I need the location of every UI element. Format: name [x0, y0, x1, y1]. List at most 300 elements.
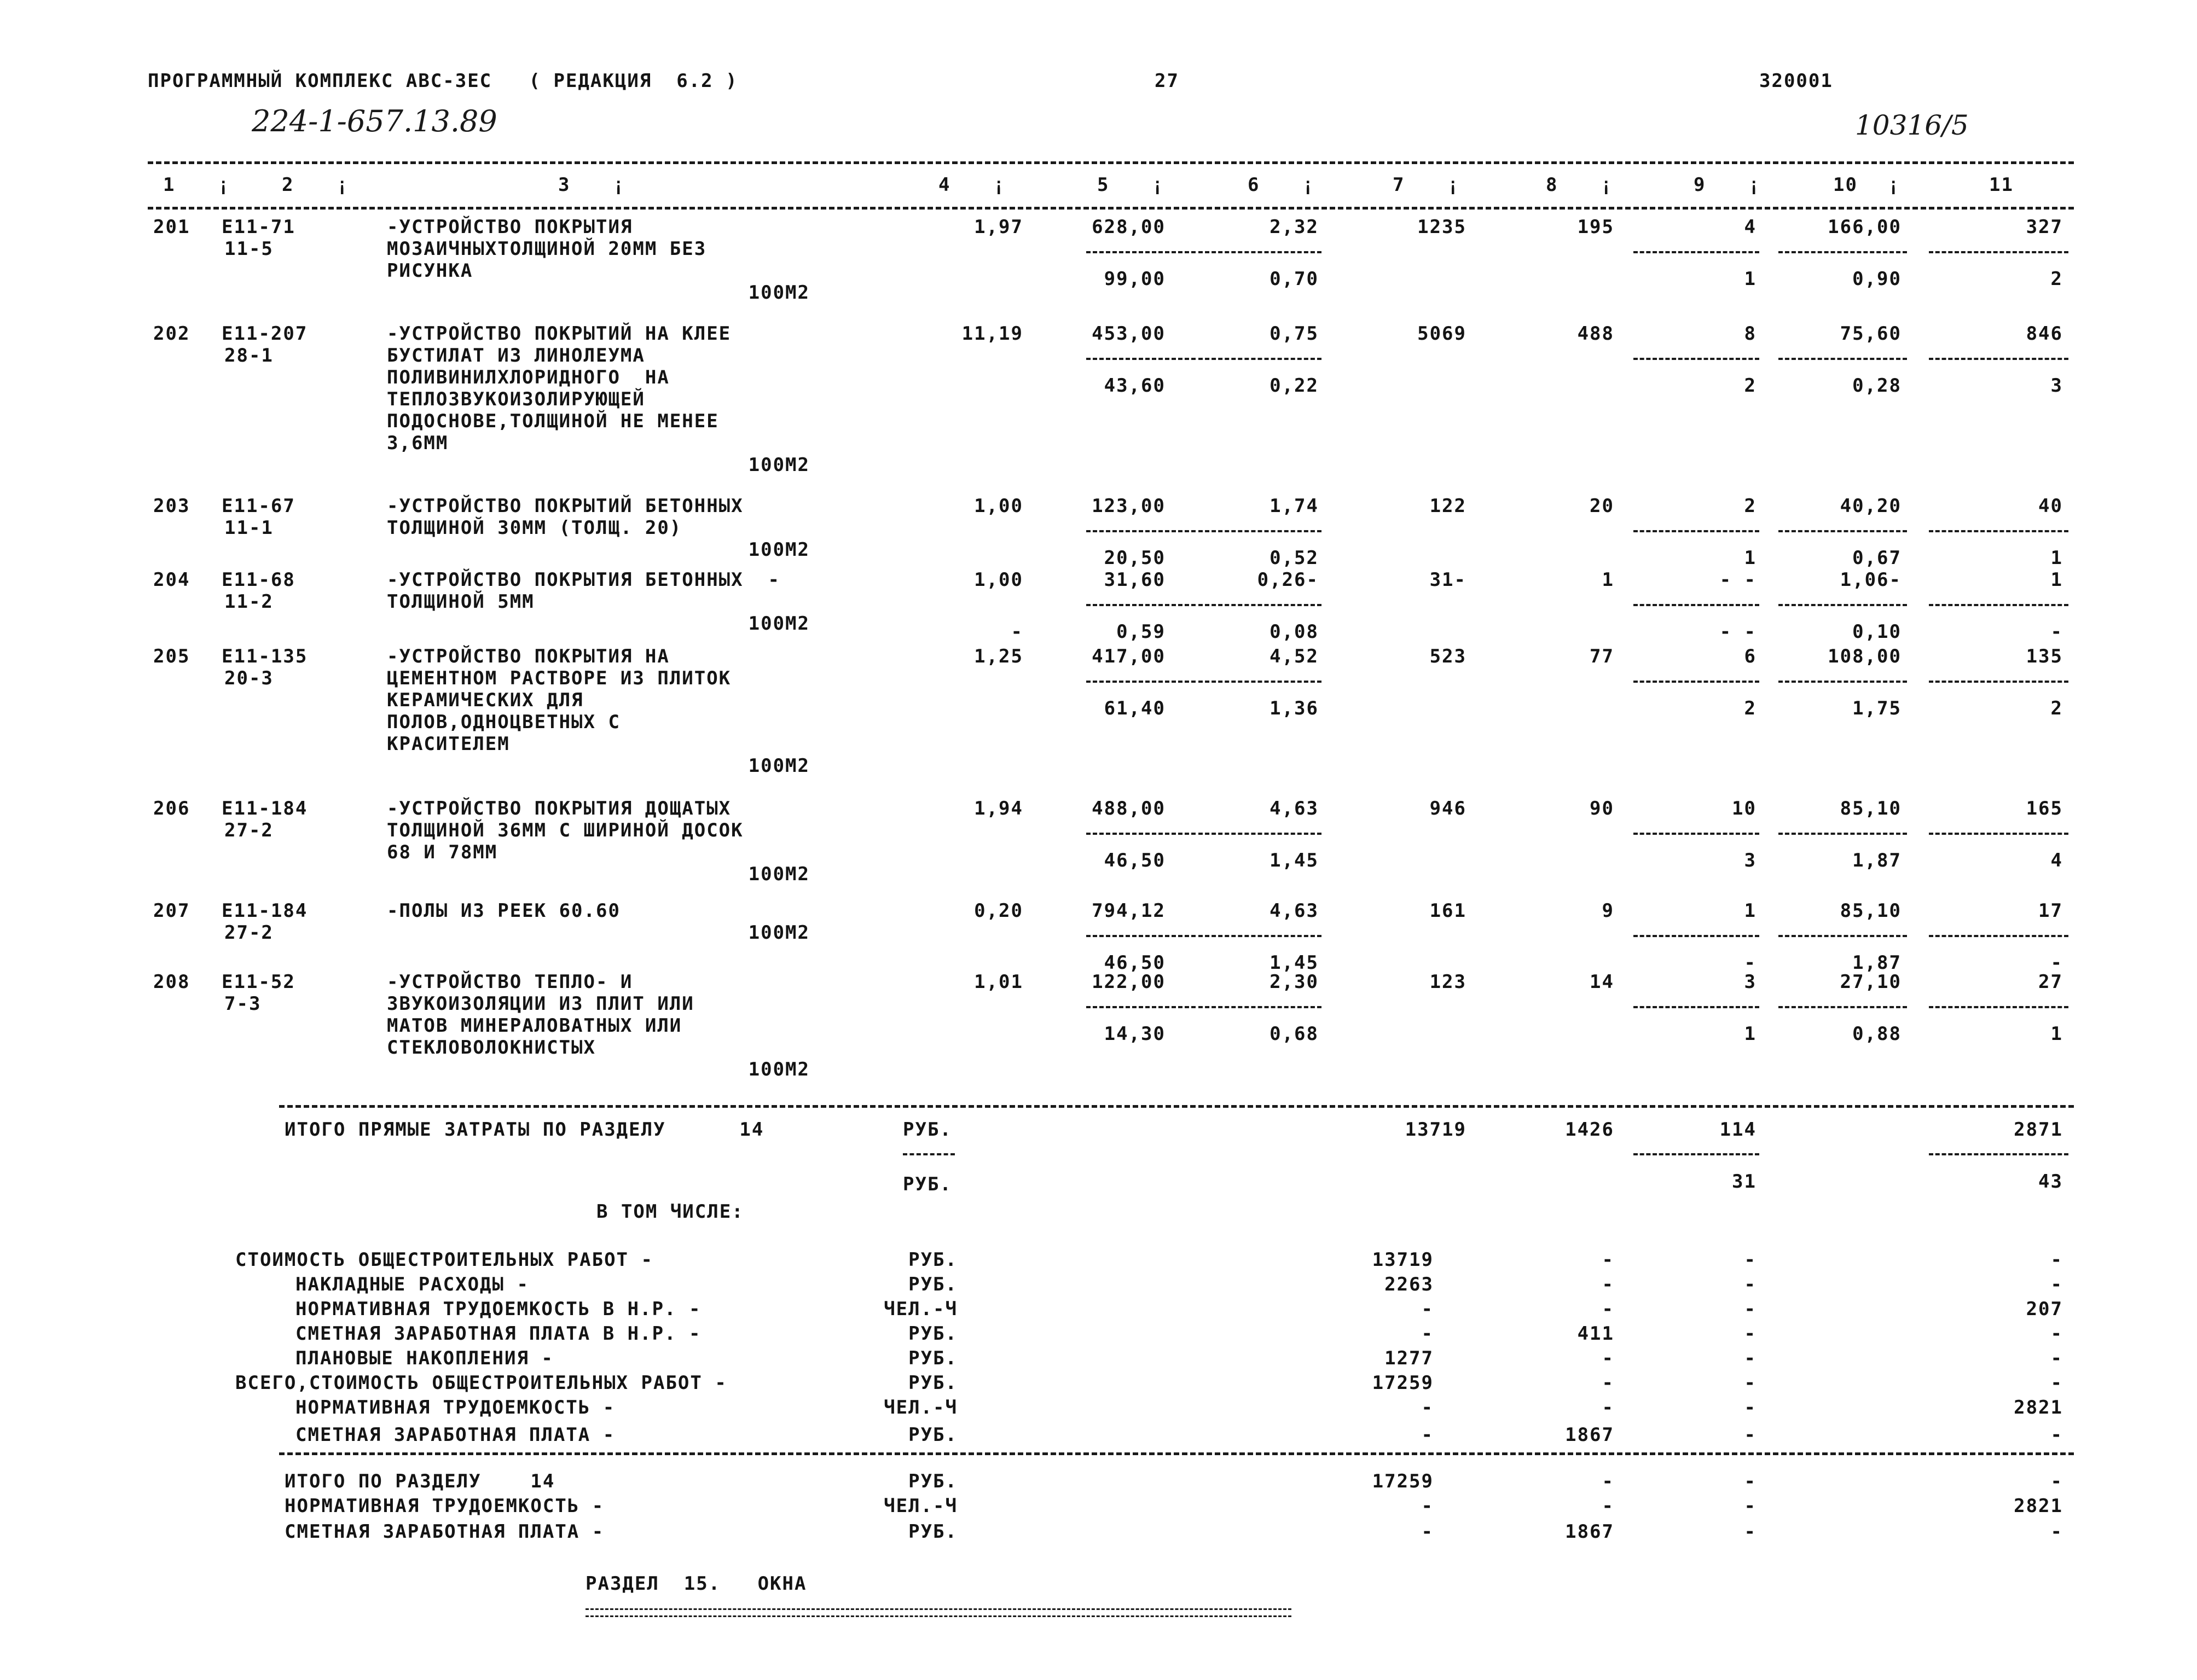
subvalue-c9: 1	[1744, 268, 1757, 290]
breakdown-c11: -	[2050, 1249, 2063, 1271]
work-description-line: МАТОВ МИНЕРАЛОВАТНЫХ ИЛИ	[387, 1015, 682, 1037]
value-c9: 1	[1744, 900, 1757, 922]
subvalue-c10: 0,90	[1852, 268, 1902, 290]
work-description-line: -УСТРОЙСТВО ПОКРЫТИЯ	[387, 216, 633, 238]
subvalue-c9: - -	[1719, 621, 1757, 643]
unit-label: 100М2	[748, 539, 810, 561]
value-c4: 1,00	[974, 495, 1023, 517]
work-description-line: -УСТРОЙСТВО ПОКРЫТИЯ БЕТОННЫХ -	[387, 569, 781, 591]
row-number: 206	[153, 798, 190, 819]
work-description-line: -УСТРОЙСТВО ПОКРЫТИЙ НА КЛЕЕ	[387, 323, 732, 345]
breakdown-c8: -	[1602, 1298, 1614, 1320]
value-divider	[1198, 681, 1321, 683]
row-number: 204	[153, 569, 190, 591]
value-divider	[1778, 358, 1907, 360]
section-total-c11: 2821	[2014, 1495, 2063, 1517]
value-c6: 1,74	[1269, 495, 1319, 517]
value-divider	[1198, 1006, 1321, 1008]
value-divider	[1929, 1153, 2068, 1155]
breakdown-unit: РУБ.	[908, 1347, 958, 1369]
breakdown-label: СМЕТНАЯ ЗАРАБОТНАЯ ПЛАТА В Н.Р. -	[295, 1323, 702, 1345]
work-description-line: БУСТИЛАТ ИЗ ЛИНОЛЕУМА	[387, 345, 645, 367]
column-separator: ¡	[1748, 174, 1761, 196]
value-divider	[1633, 681, 1759, 683]
work-description-line: 3,6ММ	[387, 432, 449, 454]
header-rule-top	[148, 161, 2074, 164]
section-total-c11: -	[2050, 1470, 2063, 1492]
breakdown-label: СТОИМОСТЬ ОБЩЕСТРОИТЕЛЬНЫХ РАБОТ -	[235, 1249, 653, 1271]
subvalue-c5: 46,50	[1104, 952, 1166, 974]
value-c11: 1	[2050, 569, 2063, 591]
breakdown-label: ПЛАНОВЫЕ НАКОПЛЕНИЯ -	[295, 1347, 554, 1369]
breakdown-c9: -	[1744, 1249, 1757, 1271]
value-c5: 123,00	[1092, 495, 1166, 517]
value-c10: 166,00	[1828, 216, 1902, 238]
totals-rule	[279, 1105, 2074, 1108]
column-header-7: 7	[1393, 174, 1405, 196]
column-separator: ¡	[1601, 174, 1613, 196]
value-divider	[1929, 604, 2068, 606]
subvalue-c5: 20,50	[1104, 547, 1166, 569]
unit-divider	[903, 1153, 955, 1155]
value-divider	[1633, 833, 1759, 835]
section-total-c7: 17259	[1372, 1470, 1434, 1492]
next-section-title: РАЗДЕЛ 15. ОКНА	[586, 1573, 807, 1595]
section-total-label: СМЕТНАЯ ЗАРАБОТНАЯ ПЛАТА -	[285, 1521, 605, 1543]
norm-subcode: 11-5	[224, 238, 274, 260]
breakdown-c9: -	[1744, 1397, 1757, 1419]
row-number: 203	[153, 495, 190, 517]
value-divider	[1778, 604, 1907, 606]
work-description-line: -УСТРОЙСТВО ПОКРЫТИЯ НА	[387, 646, 670, 667]
value-divider	[1929, 1006, 2068, 1008]
section-total-c7: -	[1421, 1521, 1434, 1543]
subvalue-c6: 0,68	[1269, 1023, 1319, 1045]
value-c6: 0,75	[1269, 323, 1319, 345]
subvalue-c11: -	[2050, 952, 2063, 974]
handwritten-sheet-number: 10316/5	[1855, 109, 1969, 141]
norm-subcode: 7-3	[224, 993, 262, 1015]
value-divider	[1929, 251, 2068, 253]
subvalue-c6: 0,22	[1269, 375, 1319, 397]
breakdown-c7: -	[1421, 1323, 1434, 1345]
section-total-c9: -	[1744, 1521, 1757, 1543]
value-c8: 90	[1590, 798, 1614, 819]
section-total-label: ИТОГО ПО РАЗДЕЛУ 14	[285, 1470, 555, 1492]
breakdown-c7: 1277	[1384, 1347, 1434, 1369]
norm-subcode: 11-2	[224, 591, 274, 613]
subvalue-c4: -	[1011, 621, 1023, 643]
subvalue-c11: 2	[2050, 268, 2063, 290]
value-c4: 1,01	[974, 971, 1023, 993]
column-separator: ¡	[613, 174, 625, 196]
norm-code: Е11-184	[222, 900, 308, 922]
value-c5: 122,00	[1092, 971, 1166, 993]
subvalue-c9: 1	[1744, 1023, 1757, 1045]
value-divider	[1778, 681, 1907, 683]
breakdown-c8: -	[1602, 1372, 1614, 1394]
value-c6: 4,63	[1269, 900, 1319, 922]
breakdown-c9: -	[1744, 1347, 1757, 1369]
value-divider	[1086, 935, 1196, 937]
breakdown-unit: РУБ.	[908, 1249, 958, 1271]
value-c7: 161	[1429, 900, 1466, 922]
column-header-3: 3	[558, 174, 571, 196]
unit-label: 100М2	[748, 863, 810, 885]
subvalue-c6: 0,70	[1269, 268, 1319, 290]
value-c10: 85,10	[1840, 900, 1902, 922]
subvalue-c5: 99,00	[1104, 268, 1166, 290]
column-separator: ¡	[1447, 174, 1460, 196]
unit-label: 100М2	[748, 613, 810, 635]
value-c4: 1,94	[974, 798, 1023, 819]
value-divider	[1929, 530, 2068, 532]
work-description-line: КЕРАМИЧЕСКИХ ДЛЯ	[387, 689, 584, 711]
value-c10: 27,10	[1840, 971, 1902, 993]
section-total-c8: 1867	[1565, 1521, 1614, 1543]
subvalue-c6: 0,08	[1269, 621, 1319, 643]
work-description-line: КРАСИТЕЛЕМ	[387, 733, 510, 755]
subvalue-c5: 43,60	[1104, 375, 1166, 397]
value-c11: 135	[2026, 646, 2063, 667]
work-description-line: -УСТРОЙСТВО ПОКРЫТИЯ ДОЩАТЫХ	[387, 798, 732, 819]
subvalue-c9: 2	[1744, 697, 1757, 719]
value-divider	[1086, 251, 1196, 253]
column-header-5: 5	[1097, 174, 1110, 196]
breakdown-c8: 411	[1577, 1323, 1614, 1345]
subvalue-c11: 1	[2050, 1023, 2063, 1045]
column-header-2: 2	[282, 174, 294, 196]
direct-c11: 2871	[2014, 1119, 2063, 1141]
breakdown-label: СМЕТНАЯ ЗАРАБОТНАЯ ПЛАТА -	[295, 1424, 616, 1446]
value-c7: 122	[1429, 495, 1466, 517]
value-c9: 6	[1744, 646, 1757, 667]
document-code: 320001	[1759, 70, 1833, 92]
value-c7: 523	[1429, 646, 1466, 667]
value-c4: 1,00	[974, 569, 1023, 591]
value-divider	[1929, 833, 2068, 835]
value-divider	[1778, 935, 1907, 937]
value-c11: 846	[2026, 323, 2063, 345]
work-description-line: ТОЛЩИНОЙ 5ММ	[387, 591, 535, 613]
breakdown-c9: -	[1744, 1424, 1757, 1446]
value-c10: 40,20	[1840, 495, 1902, 517]
column-header-11: 11	[1989, 174, 2014, 196]
norm-code: Е11-71	[222, 216, 295, 238]
unit-label: 100М2	[748, 922, 810, 944]
subvalue-c11: 4	[2050, 850, 2063, 871]
norm-code: Е11-135	[222, 646, 308, 667]
value-c9: 2	[1744, 495, 1757, 517]
work-description-line: ТЕПЛОЗВУКОИЗОЛИРУЮЩЕЙ	[387, 388, 645, 410]
breakdown-c9: -	[1744, 1372, 1757, 1394]
value-divider	[1929, 681, 2068, 683]
breakdown-c9: -	[1744, 1274, 1757, 1295]
breakdown-unit: ЧЕЛ.-Ч	[884, 1298, 958, 1320]
value-c5: 417,00	[1092, 646, 1166, 667]
value-divider	[1198, 935, 1321, 937]
subvalue-c10: 1,87	[1852, 850, 1902, 871]
value-divider	[1198, 604, 1321, 606]
row-number: 202	[153, 323, 190, 345]
work-description-line: ТОЛЩИНОЙ 36ММ С ШИРИНОЙ ДОСОК	[387, 819, 744, 841]
column-separator: ¡	[1302, 174, 1315, 196]
value-divider	[1778, 1006, 1907, 1008]
value-divider	[1929, 935, 2068, 937]
value-c8: 488	[1577, 323, 1614, 345]
subvalue-c9: 1	[1744, 547, 1757, 569]
breakdown-unit: ЧЕЛ.-Ч	[884, 1397, 958, 1419]
value-c7: 946	[1429, 798, 1466, 819]
column-header-10: 10	[1833, 174, 1858, 196]
value-c11: 40	[2038, 495, 2063, 517]
handwritten-drawing-number: 224-1-657.13.89	[252, 104, 497, 138]
subvalue-c11: 2	[2050, 697, 2063, 719]
value-divider	[1198, 833, 1321, 835]
column-separator: ¡	[337, 174, 349, 196]
norm-code: Е11-184	[222, 798, 308, 819]
norm-subcode: 27-2	[224, 922, 274, 944]
work-description-line: РИСУНКА	[387, 260, 473, 282]
work-description-line: -ПОЛЫ ИЗ РЕЕК 60.60	[387, 900, 621, 922]
subvalue-c5: 14,30	[1104, 1023, 1166, 1045]
row-number: 205	[153, 646, 190, 667]
work-description-line: -УСТРОЙСТВО ПОКРЫТИЙ БЕТОННЫХ	[387, 495, 744, 517]
value-divider	[1198, 530, 1321, 532]
value-divider	[1778, 833, 1907, 835]
value-divider	[1929, 358, 2068, 360]
value-c8: 1	[1602, 569, 1614, 591]
value-c11: 165	[2026, 798, 2063, 819]
value-c10: 108,00	[1828, 646, 1902, 667]
value-c9: 10	[1732, 798, 1757, 819]
unit-label: 100М2	[748, 282, 810, 304]
value-divider	[1633, 358, 1759, 360]
header-rule-bottom	[148, 207, 2074, 210]
value-c10: 1,06-	[1840, 569, 1902, 591]
value-c11: 327	[2026, 216, 2063, 238]
value-c6: 4,52	[1269, 646, 1319, 667]
subvalue-c10: 0,67	[1852, 547, 1902, 569]
value-c4: 1,97	[974, 216, 1023, 238]
column-header-1: 1	[163, 174, 176, 196]
section-total-c9: -	[1744, 1470, 1757, 1492]
value-divider	[1086, 530, 1196, 532]
section-total-c11: -	[2050, 1521, 2063, 1543]
work-description-line: ПОЛИВИНИЛХЛОРИДНОГО НА	[387, 367, 670, 388]
value-c8: 77	[1590, 646, 1614, 667]
breakdown-c7: -	[1421, 1397, 1434, 1419]
breakdown-c8: -	[1602, 1397, 1614, 1419]
subvalue-c11: -	[2050, 621, 2063, 643]
breakdown-c8: -	[1602, 1274, 1614, 1295]
breakdown-c9: -	[1744, 1323, 1757, 1345]
column-separator: ¡	[1152, 174, 1164, 196]
breakdown-c11: -	[2050, 1347, 2063, 1369]
value-divider	[1633, 1153, 1759, 1155]
value-c6: 0,26-	[1257, 569, 1319, 591]
row-number: 201	[153, 216, 190, 238]
row-number: 207	[153, 900, 190, 922]
including-label: В ТОМ ЧИСЛЕ:	[596, 1201, 744, 1223]
section-total-c8: -	[1602, 1470, 1614, 1492]
breakdown-c11: -	[2050, 1372, 2063, 1394]
section-total-unit: РУБ.	[908, 1470, 958, 1492]
page-number: 27	[1155, 70, 1179, 92]
subvalue-c9: -	[1744, 952, 1757, 974]
value-c10: 85,10	[1840, 798, 1902, 819]
value-c5: 453,00	[1092, 323, 1166, 345]
value-c7: 5069	[1417, 323, 1466, 345]
value-c6: 4,63	[1269, 798, 1319, 819]
subvalue-c10: 0,10	[1852, 621, 1902, 643]
work-description-line: -УСТРОЙСТВО ТЕПЛО- И	[387, 971, 633, 993]
breakdown-c7: -	[1421, 1298, 1434, 1320]
value-divider	[1778, 530, 1907, 532]
value-c9: 8	[1744, 323, 1757, 345]
value-c8: 14	[1590, 971, 1614, 993]
value-divider	[1198, 251, 1321, 253]
value-c9: 3	[1744, 971, 1757, 993]
value-divider	[1633, 530, 1759, 532]
breakdown-c11: 207	[2026, 1298, 2063, 1320]
breakdown-c7: 17259	[1372, 1372, 1434, 1394]
unit-label: 100М2	[748, 1059, 810, 1080]
section-total-unit: ЧЕЛ.-Ч	[884, 1495, 958, 1517]
column-header-9: 9	[1694, 174, 1706, 196]
value-divider	[1086, 833, 1196, 835]
work-description-line: 68 И 78ММ	[387, 841, 498, 863]
value-c11: 17	[2038, 900, 2063, 922]
norm-code: Е11-207	[222, 323, 308, 345]
direct-c8: 1426	[1565, 1119, 1614, 1141]
section-underline	[586, 1608, 1291, 1617]
column-separator: ¡	[218, 174, 230, 196]
breakdown-c9: -	[1744, 1298, 1757, 1320]
work-description-line: ЦЕМЕНТНОМ РАСТВОРЕ ИЗ ПЛИТОК	[387, 667, 732, 689]
row-number: 208	[153, 971, 190, 993]
value-divider	[1086, 1006, 1196, 1008]
value-c5: 794,12	[1092, 900, 1166, 922]
value-c9: 4	[1744, 216, 1757, 238]
breakdown-unit: РУБ.	[908, 1274, 958, 1295]
value-c4: 1,25	[974, 646, 1023, 667]
norm-code: Е11-52	[222, 971, 295, 993]
value-c6: 2,30	[1269, 971, 1319, 993]
value-divider	[1198, 358, 1321, 360]
value-divider	[1086, 604, 1196, 606]
value-c5: 31,60	[1104, 569, 1166, 591]
value-c7: 123	[1429, 971, 1466, 993]
subvalue-c5: 61,40	[1104, 697, 1166, 719]
value-divider	[1633, 935, 1759, 937]
direct-c7: 13719	[1405, 1119, 1466, 1141]
value-c11: 27	[2038, 971, 2063, 993]
value-c8: 20	[1590, 495, 1614, 517]
column-header-4: 4	[938, 174, 951, 196]
value-divider	[1086, 681, 1196, 683]
value-c9: - -	[1719, 569, 1757, 591]
section-total-c9: -	[1744, 1495, 1757, 1517]
column-header-6: 6	[1248, 174, 1260, 196]
direct-costs-label: ИТОГО ПРЯМЫЕ ЗАТРАТЫ ПО РАЗДЕЛУ 14	[285, 1119, 764, 1141]
subvalue-c5: 46,50	[1104, 850, 1166, 871]
value-divider	[1633, 604, 1759, 606]
subvalue-c6: 1,36	[1269, 697, 1319, 719]
value-c8: 9	[1602, 900, 1614, 922]
breakdown-c11: -	[2050, 1323, 2063, 1345]
norm-subcode: 27-2	[224, 819, 274, 841]
norm-subcode: 28-1	[224, 345, 274, 367]
value-c7: 31-	[1429, 569, 1466, 591]
value-c7: 1235	[1417, 216, 1466, 238]
norm-subcode: 20-3	[224, 667, 274, 689]
norm-code: Е11-68	[222, 569, 295, 591]
unit-label: 100М2	[748, 755, 810, 777]
breakdown-c8: -	[1602, 1249, 1614, 1271]
value-c10: 75,60	[1840, 323, 1902, 345]
direct-c9: 114	[1719, 1119, 1757, 1141]
breakdown-c11: -	[2050, 1424, 2063, 1446]
direct-sub-unit: РУБ.	[903, 1173, 952, 1195]
work-description-line: ПОДОСНОВЕ,ТОЛЩИНОЙ НЕ МЕНЕЕ	[387, 410, 719, 432]
value-divider	[1633, 251, 1759, 253]
subvalue-c6: 0,52	[1269, 547, 1319, 569]
breakdown-label: НОРМАТИВНАЯ ТРУДОЕМКОСТЬ -	[295, 1397, 616, 1419]
breakdown-c8: 1867	[1565, 1424, 1614, 1446]
breakdown-c11: 2821	[2014, 1397, 2063, 1419]
subvalue-c10: 0,88	[1852, 1023, 1902, 1045]
subvalue-c10: 0,28	[1852, 375, 1902, 397]
subvalue-c11: 3	[2050, 375, 2063, 397]
work-description-line: МОЗАИЧНЫХТОЛЩИНОЙ 20ММ БЕЗ	[387, 238, 707, 260]
column-separator: ¡	[1888, 174, 1900, 196]
value-c4: 11,19	[961, 323, 1023, 345]
section-total-label: НОРМАТИВНАЯ ТРУДОЕМКОСТЬ -	[285, 1495, 605, 1517]
subvalue-c10: 1,75	[1852, 697, 1902, 719]
column-separator: ¡	[993, 174, 1006, 196]
section-total-rule	[279, 1452, 2074, 1455]
unit-label: 100М2	[748, 454, 810, 476]
subvalue-c6: 1,45	[1269, 952, 1319, 974]
value-divider	[1086, 358, 1196, 360]
section-total-c7: -	[1421, 1495, 1434, 1517]
breakdown-c11: -	[2050, 1274, 2063, 1295]
breakdown-unit: РУБ.	[908, 1424, 958, 1446]
subvalue-c5: 0,59	[1116, 621, 1166, 643]
breakdown-label: НАКЛАДНЫЕ РАСХОДЫ -	[295, 1274, 529, 1295]
value-divider	[1778, 251, 1907, 253]
value-c5: 628,00	[1092, 216, 1166, 238]
breakdown-c7: 2263	[1384, 1274, 1434, 1295]
work-description-line: ПОЛОВ,ОДНОЦВЕТНЫХ С	[387, 711, 621, 733]
value-divider	[1633, 1006, 1759, 1008]
subvalue-c9: 3	[1744, 850, 1757, 871]
section-total-unit: РУБ.	[908, 1521, 958, 1543]
breakdown-unit: РУБ.	[908, 1372, 958, 1394]
work-description-line: ТОЛЩИНОЙ 30ММ (ТОЛЩ. 20)	[387, 517, 682, 539]
subvalue-c10: 1,87	[1852, 952, 1902, 974]
subvalue-c9: 2	[1744, 375, 1757, 397]
breakdown-c7: -	[1421, 1424, 1434, 1446]
column-header-8: 8	[1546, 174, 1558, 196]
breakdown-c7: 13719	[1372, 1249, 1434, 1271]
norm-subcode: 11-1	[224, 517, 274, 539]
program-title: ПРОГРАММНЫЙ КОМПЛЕКС АВС-3ЕС ( РЕДАКЦИЯ 6.2 )	[148, 70, 738, 92]
work-description-line: СТЕКЛОВОЛОКНИСТЫХ	[387, 1037, 596, 1059]
breakdown-label: ВСЕГО,СТОИМОСТЬ ОБЩЕСТРОИТЕЛЬНЫХ РАБОТ -	[235, 1372, 727, 1394]
work-description-line: ЗВУКОИЗОЛЯЦИИ ИЗ ПЛИТ ИЛИ	[387, 993, 694, 1015]
